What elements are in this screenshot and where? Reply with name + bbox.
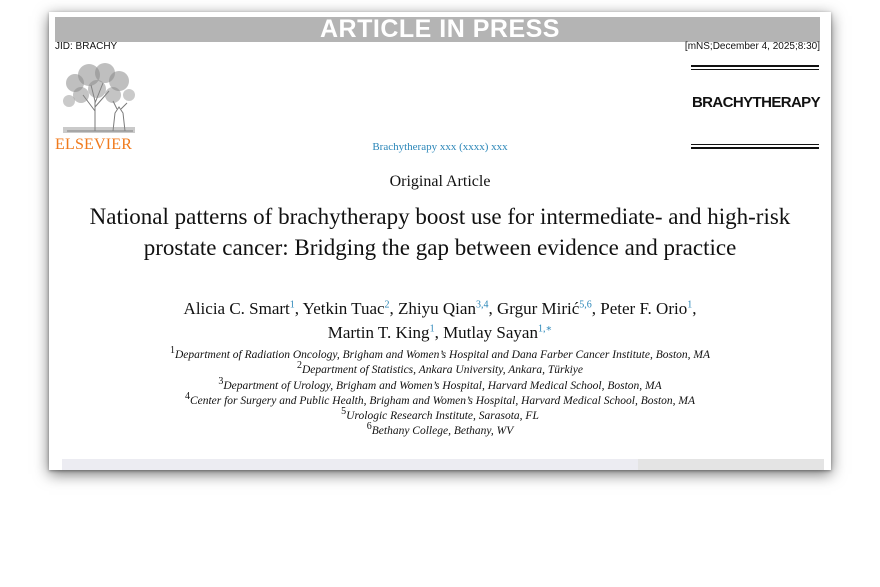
author[interactable] — [600, 299, 692, 318]
author[interactable] — [303, 299, 390, 318]
article-in-press-text: ARTICLE IN PRESS — [320, 15, 560, 43]
author[interactable] — [398, 299, 488, 318]
author-affiliation-ref[interactable]: 1 — [429, 323, 435, 335]
affiliation — [49, 406, 831, 424]
author[interactable] — [328, 323, 435, 342]
affiliation-text: Bethany College, Bethany, WV — [371, 425, 514, 438]
author-affiliation-ref[interactable]: 1 — [289, 299, 295, 311]
journal-id: JID: BRACHY — [55, 41, 118, 52]
author-separator: , — [434, 323, 444, 342]
author[interactable] — [443, 323, 552, 342]
author-name: Zhiyu Qian — [398, 299, 476, 318]
author-affiliation-ref[interactable]: 2 — [384, 299, 390, 311]
brand-rule-bottom-thick — [691, 147, 819, 149]
affiliation-text: Department of Urology, Brigham and Women’s Hospital, Harvard Medical School, Boston, MA — [223, 379, 662, 392]
affiliation-list — [49, 345, 831, 440]
affiliation — [49, 375, 831, 394]
author[interactable] — [184, 299, 295, 318]
author-separator: , — [488, 299, 497, 318]
manuscript-stamp: [mNS;December 4, 2025;8:30] — [684, 41, 820, 52]
keywords-strip-cutoff — [62, 459, 642, 470]
affiliation-number: 5 — [341, 406, 347, 418]
author-affiliation-ref[interactable]: 5,6 — [579, 299, 592, 311]
author-separator: , — [389, 299, 399, 318]
author-separator: , — [692, 299, 697, 318]
author-list — [89, 297, 791, 345]
author-name: Grgur Mirić — [496, 299, 580, 318]
article-page — [49, 12, 831, 470]
affiliation-number: 2 — [297, 360, 302, 372]
author-name: Peter F. Orio — [600, 299, 688, 318]
affiliation — [49, 421, 831, 439]
affiliation — [49, 391, 831, 409]
affiliation — [49, 360, 831, 378]
author-affiliation-ref[interactable]: 1 — [687, 299, 693, 311]
article-title: National patterns of brachytherapy boost use for intermediate- and high-risk prostate cancer: Bridging the gap between evidence and practice — [89, 204, 791, 260]
brand-rule-bottom-thin — [691, 144, 819, 145]
abstract-box-cutoff — [638, 459, 824, 470]
author[interactable] — [497, 299, 592, 318]
author-separator: , — [294, 299, 303, 318]
author-name: Martin T. King — [327, 323, 430, 342]
author-affiliation-ref[interactable]: 3,4 — [475, 299, 489, 311]
brand-rule-top-thin — [691, 69, 819, 70]
brand-rule-top-thick — [691, 65, 819, 67]
publisher-name: ELSEVIER — [55, 136, 133, 153]
affiliation-number: 3 — [218, 375, 224, 387]
affiliation-text: Urologic Research Institute, Sarasota, FL — [346, 410, 539, 423]
affiliation-text: Department of Radiation Oncology, Brigham and Women’s Hospital and Dana Farber Cancer Institute, Boston, MA — [174, 349, 711, 361]
author-separator: , — [591, 299, 601, 318]
journal-reference-link[interactable]: Brachytherapy xxx (xxxx) xxx — [372, 141, 508, 153]
affiliation-text: Center for Surgery and Public Health, Brigham and Women’s Hospital, Harvard Medical School, Boston, MA — [189, 394, 696, 407]
journal-brand: BRACHYTHERAPY — [691, 94, 820, 111]
affiliation-number: 6 — [366, 421, 372, 433]
author-affiliation-ref[interactable]: 1,∗ — [537, 323, 553, 335]
author-name: Mutlay Sayan — [443, 323, 538, 342]
affiliation-text: Department of Statistics, Ankara University, Ankara, Türkiye — [302, 364, 583, 377]
author-name: Yetkin Tuac — [302, 299, 385, 318]
author-name: Alicia C. Smart — [183, 299, 290, 318]
affiliation-number: 4 — [184, 391, 190, 403]
article-type: Original Article — [389, 173, 491, 190]
affiliation-number: 1 — [169, 345, 175, 357]
affiliation — [49, 345, 831, 363]
